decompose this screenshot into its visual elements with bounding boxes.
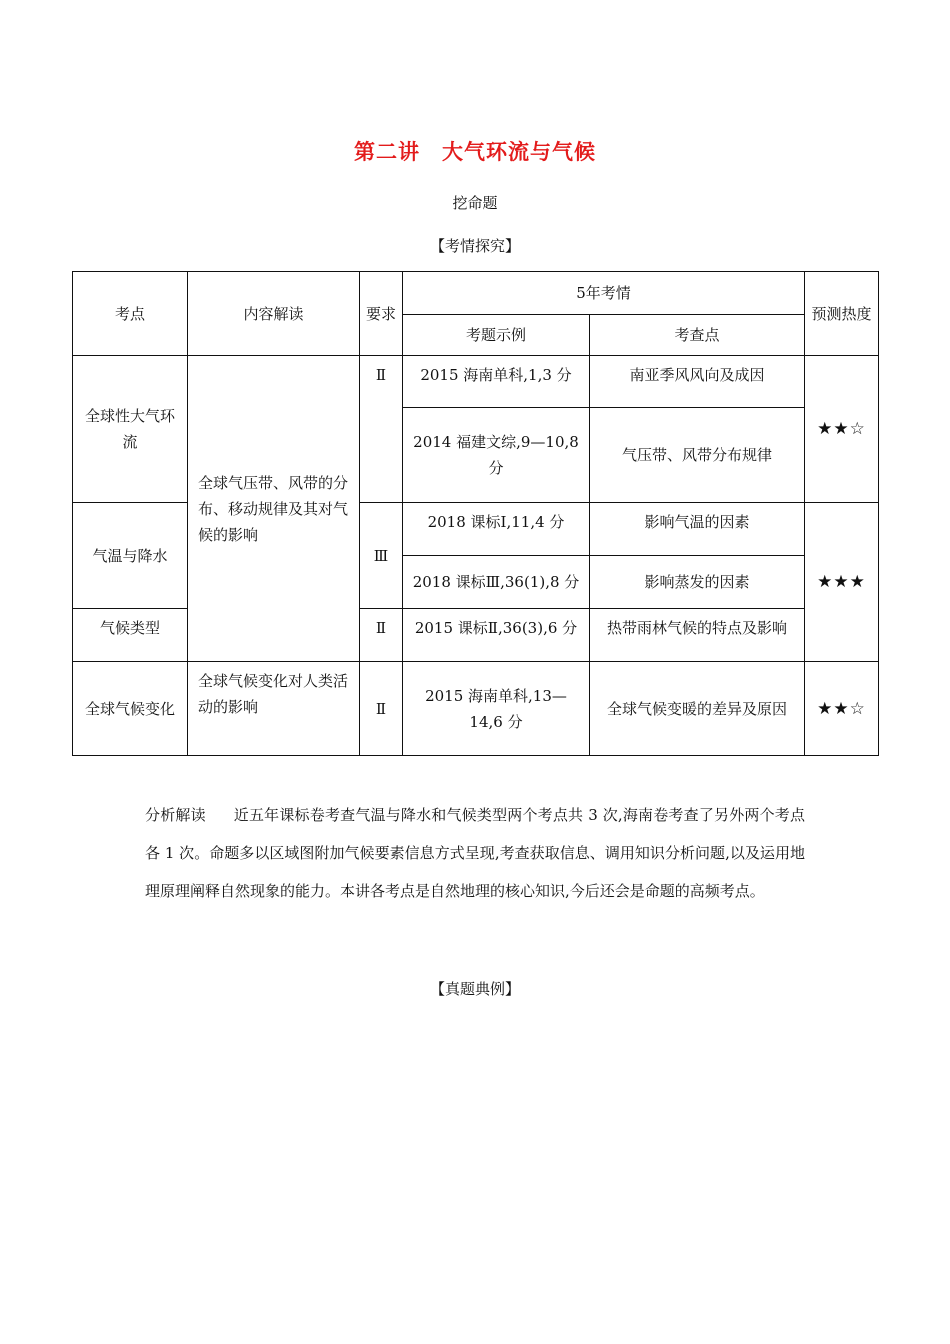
exam-point-cell: 影响蒸发的因素 (590, 556, 805, 609)
table-row (73, 662, 879, 756)
header-examples: 考题示例 (403, 315, 590, 356)
exam-example-cell: 2015 海南单科,13—14,6 分 (403, 662, 590, 756)
content-cell: 全球气候变化对人类活动的影响 (188, 662, 360, 756)
exam-analysis-table (72, 271, 879, 756)
exam-point-cell: 热带雨林气候的特点及影响 (590, 609, 805, 662)
requirement-cell: Ⅱ (360, 609, 403, 662)
requirement-cell: Ⅱ (360, 662, 403, 756)
table-row (73, 356, 879, 408)
exam-example-cell: 2018 课标Ⅰ,11,4 分 (403, 503, 590, 556)
table-header-row (73, 272, 879, 315)
header-forecast: 预测热度 (805, 272, 879, 356)
forecast-stars: ★★★ (805, 503, 879, 662)
header-yaoqiu: 要求 (360, 272, 403, 356)
analysis-paragraph (145, 796, 805, 910)
subtitle: 挖命题 (452, 194, 498, 212)
analysis-text: 近五年课标卷考查气温与降水和气候类型两个考点共 3 次,海南卷考查了另外两个考点各 1 次。命题多以区域图附加气候要素信息方式呈现,考查获取信息、调用知识分析问题,以及运用地理原理阐释自然现象的能力。本讲各考点是自然地理的核心知识,今后还会是命题的高频考点。 (145, 806, 805, 900)
section-heading-real-examples: 【真题典例】 (429, 980, 520, 998)
analysis-label: 分析解读 (145, 806, 206, 824)
header-kaodian: 考点 (73, 272, 188, 356)
requirement-cell: Ⅱ (360, 356, 403, 503)
exam-example-cell: 2014 福建文综,9—10,8 分 (403, 408, 590, 503)
exam-point-cell: 影响气温的因素 (590, 503, 805, 556)
exam-example-cell: 2018 课标Ⅲ,36(1),8 分 (403, 556, 590, 609)
exam-point-cell: 气压带、风带分布规律 (590, 408, 805, 503)
section-heading-exam-analysis: 【考情探究】 (429, 237, 520, 255)
topic-cell: 气候类型 (73, 609, 188, 662)
header-points: 考查点 (590, 315, 805, 356)
page-title: 第二讲 大气环流与气候 (354, 140, 596, 164)
exam-example-cell: 2015 课标Ⅱ,36(3),6 分 (403, 609, 590, 662)
exam-point-cell: 南亚季风风向及成因 (590, 356, 805, 408)
content-cell: 全球气压带、风带的分布、移动规律及其对气候的影响 (188, 356, 360, 662)
exam-point-cell: 全球气候变暖的差异及原因 (590, 662, 805, 756)
forecast-stars: ★★☆ (805, 662, 879, 756)
topic-cell: 全球性大气环流 (73, 356, 188, 503)
requirement-cell: Ⅲ (360, 503, 403, 609)
forecast-stars: ★★☆ (805, 356, 879, 503)
topic-cell: 气温与降水 (73, 503, 188, 609)
header-neirong: 内容解读 (188, 272, 360, 356)
exam-example-cell: 2015 海南单科,1,3 分 (403, 356, 590, 408)
topic-cell: 全球气候变化 (73, 662, 188, 756)
header-five-year: 5年考情 (403, 272, 805, 315)
